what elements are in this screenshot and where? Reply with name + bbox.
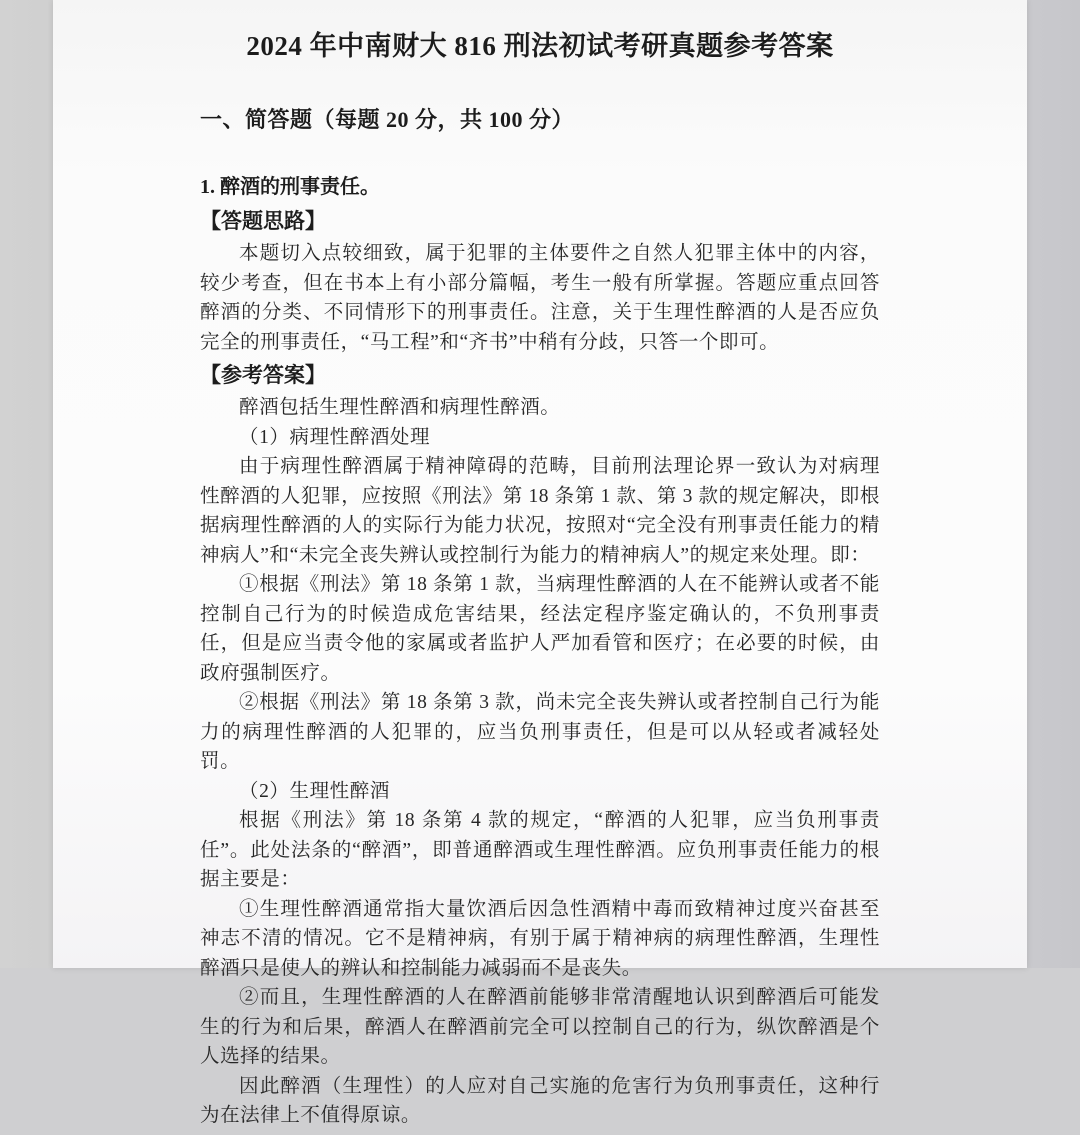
- question-title: 1. 醉酒的刑事责任。: [200, 176, 380, 198]
- reference-answer-label: 【参考答案】: [200, 363, 326, 387]
- document-title: 2024 年中南财大 816 刑法初试考研真题参考答案: [246, 31, 834, 61]
- answer-idea-paragraphs: [200, 239, 880, 357]
- paragraph: （1）病理性醉酒处理: [239, 426, 431, 448]
- paragraph: 本题切入点较细致，属于犯罪的主体要件之自然人犯罪主体中的内容，较少考查，但在书本上有小部分篇幅，考生一般有所掌握。答题应重点回答醉酒的分类、不同情形下的刑事责任。注意，关于生理性醉酒的人是否应负完全的刑事责任，“马工程”和“齐书”中稍有分歧，只答一个即可。: [200, 243, 880, 353]
- paragraph: 因此醉酒（生理性）的人应对自己实施的危害行为负刑事责任，这种行为在法律上不值得原谅。: [200, 1075, 880, 1126]
- paragraph: ②而且，生理性醉酒的人在醉酒前能够非常清醒地认识到醉酒后可能发生的行为和后果，醉酒人在醉酒前完全可以控制自己的行为，纵饮醉酒是个人选择的结果。: [200, 987, 880, 1067]
- reference-answer-paragraphs: [200, 393, 880, 1131]
- paragraph: ①根据《刑法》第 18 条第 1 款，当病理性醉酒的人在不能辨认或者不能控制自己行为的时候造成危害结果，经法定程序鉴定确认的，不负刑事责任，但是应当责令他的家属或者监护人严加看管和医疗；在必要的时候，由政府强制医疗。: [200, 574, 880, 684]
- document-content: [200, 24, 880, 1135]
- document-page: [53, 0, 1027, 1126]
- paragraph: （2）生理性醉酒: [239, 780, 390, 802]
- answer-idea-label: 【答题思路】: [200, 209, 326, 233]
- paragraph: ②根据《刑法》第 18 条第 3 款，尚未完全丧失辨认或者控制自己行为能力的病理性醉酒的人犯罪的，应当负刑事责任，但是可以从轻或者减轻处罚。: [200, 692, 880, 772]
- section-heading: 一、简答题（每题 20 分，共 100 分）: [200, 107, 575, 132]
- paragraph: ①生理性醉酒通常指大量饮酒后因急性酒精中毒而致精神过度兴奋甚至神志不清的情况。它不是精神病，有别于属于精神病的病理性醉酒，生理性醉酒只是使人的辨认和控制能力减弱而不是丧失。: [200, 898, 880, 979]
- paragraph: 醉酒包括生理性醉酒和病理性醉酒。: [239, 397, 561, 418]
- paragraph: 根据《刑法》第 18 条第 4 款的规定，“醉酒的人犯罪，应当负刑事责任”。此处法条的“醉酒”，即普通醉酒或生理性醉酒。应负刑事责任能力的根据主要是：: [200, 810, 880, 890]
- paragraph: 由于病理性醉酒属于精神障碍的范畴，目前刑法理论界一致认为对病理性醉酒的人犯罪，应按照《刑法》第 18 条第 1 款、第 3 款的规定解决，即根据病理性醉酒的人的实际行为能力状况，按照对“完全没有刑事责任能力的精神病人”和“未完全丧失辨认或控制行为能力的精神病人”的规定来处理。即：: [200, 456, 880, 566]
